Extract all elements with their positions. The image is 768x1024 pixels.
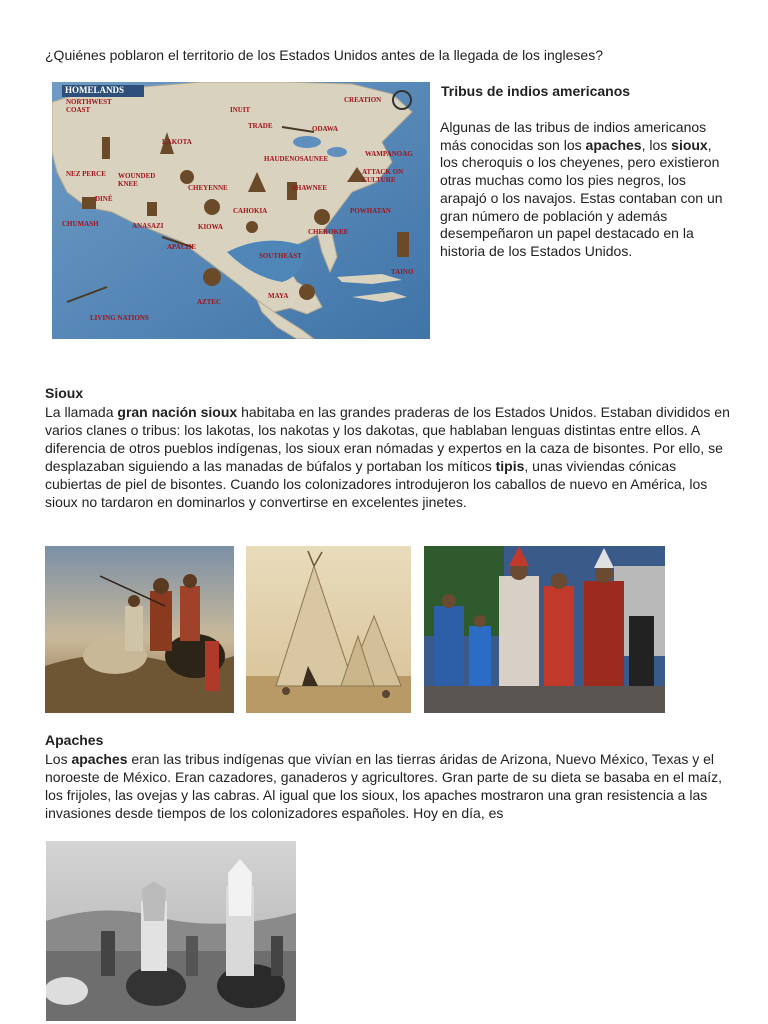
- sioux-text-2: habitaba en las grandes praderas de los Estados Unidos. Estaban divididos en varios clanes o tribus: los lakotas, los nakotas y los dakotas, que hablaban lenguas distintas entre ellos. A diferencia de otros pueblos indígenas, los sioux eran nómadas y expertos en la caza de bisontes. Por ello, se desplazaban siguiendo a las manadas de búfalos y portaban los míticos: [45, 404, 730, 474]
- photo-sioux-riders: [45, 546, 234, 713]
- sioux-text-3: , unas viviendas cónicas cubiertas de piel de bisontes. Cuando los colonizadores introdujeron los caballos de nuevo en América, los sioux no tardaron en dominarlos y convertirse en excelentes jinetes.: [45, 457, 708, 510]
- apaches-paragraph: [45, 750, 735, 822]
- map-label-taino: TAINO: [391, 268, 414, 276]
- map-label-haudenosaunee: HAUDENOSAUNEE: [264, 155, 329, 163]
- intro-text-1: Algunas de las tribus de indios americanos más conocidas son los: [440, 119, 707, 153]
- photo-dancers: [424, 546, 665, 713]
- intro-text-3: , los cheroquis o los cheyenes, pero existieron otras muchas como los pies negros, los arapajó o los navajos. Estas contaban con un gran número de población y además desempeñaron un papel destacado en la historia de los Estados Unidos.: [440, 136, 723, 259]
- apaches-heading: Apaches: [45, 732, 104, 748]
- sioux-bold-gran-nacion: gran nación sioux: [117, 404, 238, 420]
- map-label-chumash: CHUMASH: [62, 220, 99, 228]
- intro-title: Tribus de indios americanos: [441, 83, 631, 99]
- map-label-wounded-knee: WOUNDED KNEE: [118, 172, 156, 188]
- page-question: ¿Quiénes poblaron el territorio de los Estados Unidos antes de la llegada de los ingleses?: [45, 47, 604, 63]
- map-label-living-nations: LIVING NATIONS: [90, 314, 149, 322]
- homelands-map: [52, 82, 430, 339]
- map-label-wampanoag: WAMPANOAG: [365, 150, 413, 158]
- map-label-dine: DINÉ: [95, 195, 113, 203]
- map-label-homelands: HOMELANDS: [65, 85, 125, 95]
- map-label-lakota: LAKOTA: [162, 138, 192, 146]
- map-label-trade: TRADE: [248, 122, 273, 130]
- sioux-text-1: La llamada: [45, 404, 118, 420]
- apaches-text-1: Los: [45, 751, 72, 767]
- map-label-cahokia: CAHOKIA: [233, 207, 268, 215]
- apaches-text-2: eran las tribus indígenas que vivían en las tierras áridas de Arizona, Nuevo México, Texas y el noroeste de México. Eran cazadores, ganaderos y agricultores. Gran parte de su dieta se basaba en el maíz, los frijoles, las ovejas y las cabras. Al igual que los sioux, los apaches mostraron una gran resistencia a las invasiones desde tiempos de los colonizadores españoles. Hoy en día, es: [45, 751, 723, 821]
- map-label-apache: APACHE: [167, 243, 197, 251]
- map-label-odawa: ODAWA: [312, 125, 339, 133]
- map-label-anasazi: ANASAZI: [132, 222, 164, 230]
- map-label-powhatan: POWHATAN: [350, 207, 391, 215]
- map-label-cherokee: CHEROKEE: [308, 228, 349, 236]
- sioux-heading: Sioux: [45, 385, 84, 401]
- sioux-bold-tipis: tipis: [495, 457, 525, 474]
- intro-paragraph: [440, 119, 730, 261]
- map-label-kiowa: KIOWA: [198, 223, 223, 231]
- map-label-northwest-coast: NORTHWEST COAST: [66, 98, 112, 114]
- apaches-bold-apaches: apaches: [71, 751, 128, 767]
- map-label-shawnee: SHAWNEE: [292, 184, 328, 192]
- sioux-paragraph: [45, 404, 735, 511]
- map-label-cheyenne: CHEYENNE: [188, 184, 228, 192]
- intro-text-2: , los: [641, 136, 672, 153]
- map-label-southeast: SOUTHEAST: [259, 252, 302, 260]
- map-label-nez-perce: NEZ PERCE: [66, 170, 106, 178]
- map-label-attack-on-culture: ATTACK ON CULTURE: [362, 168, 404, 184]
- map-label-aztec: AZTEC: [197, 298, 222, 306]
- map-label-creation: CREATION: [344, 96, 382, 104]
- intro-bold-apaches: apaches: [585, 136, 642, 153]
- intro-bold-sioux: sioux: [671, 136, 708, 153]
- map-label-maya: MAYA: [268, 292, 289, 300]
- photo-apache-riders-bw: [46, 841, 296, 1021]
- photo-tipis: [246, 546, 411, 713]
- map-label-inuit: INUIT: [230, 106, 251, 114]
